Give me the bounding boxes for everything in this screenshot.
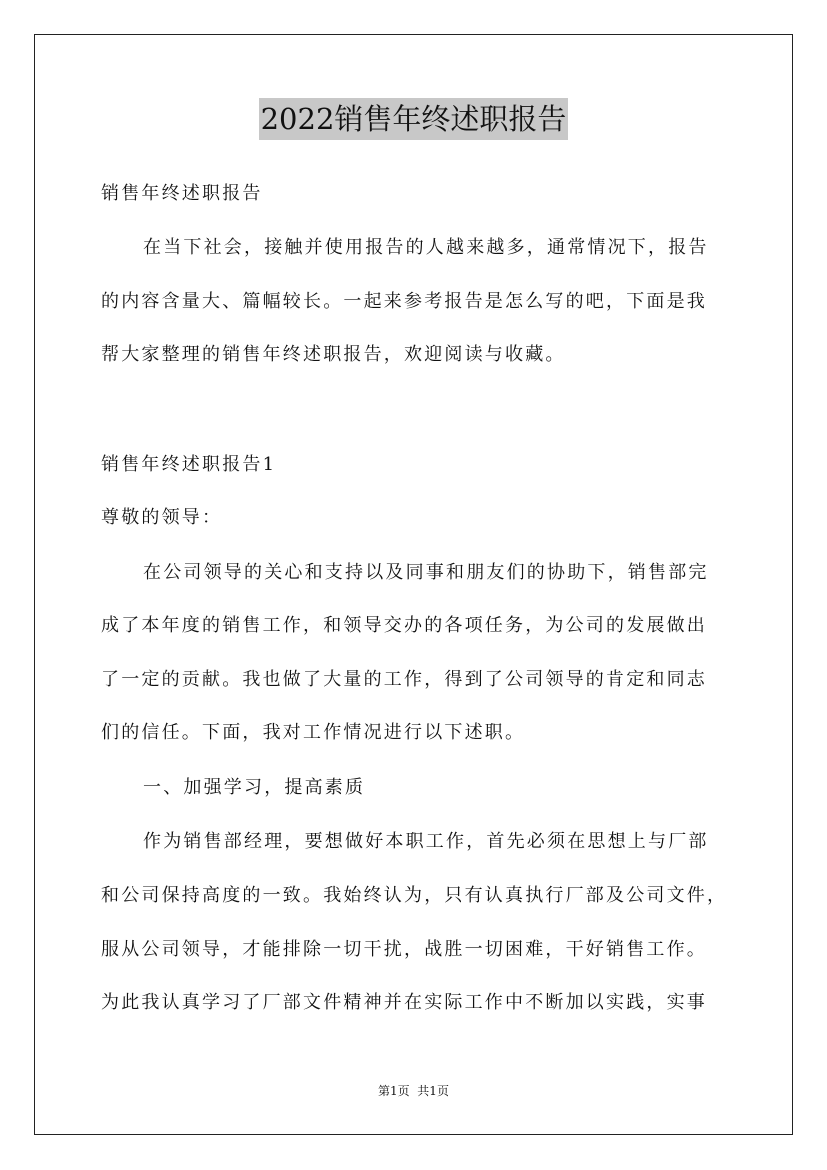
text-line: 销售年终述职报告: [101, 183, 263, 204]
text-line: 服从公司领导，才能排除一切干扰，战胜一切困难，干好销售工作。: [101, 939, 707, 960]
text-line: 了一定的贡献。我也做了大量的工作，得到了公司领导的肯定和同志: [101, 669, 707, 690]
text-line: 们的信任。下面，我对工作情况进行以下述职。: [101, 722, 526, 743]
subsection-heading: 一、加强学习，提高素质: [143, 777, 366, 798]
text-line: 和公司保持高度的一致。我始终认为，只有认真执行厂部及公司文件，: [101, 885, 728, 906]
salutation: 尊敬的领导：: [101, 507, 223, 528]
text-line: 为此我认真学习了厂部文件精神并在实际工作中不断加以实践，实事: [101, 992, 707, 1013]
text-line: 在公司领导的关心和支持以及同事和朋友们的协助下，销售部完: [143, 562, 709, 583]
title-container: [0, 98, 827, 140]
text-line: 在当下社会，接触并使用报告的人越来越多，通常情况下，报告: [143, 237, 709, 258]
page-footer: 第1页 共1页: [378, 1084, 449, 1098]
text-line: 成了本年度的销售工作，和领导交办的各项任务，为公司的发展做出: [101, 615, 707, 636]
text-line: 作为销售部经理，要想做好本职工作，首先必须在思想上与厂部: [143, 831, 709, 852]
document-title: 2022销售年终述职报告: [259, 98, 569, 140]
text-line: 的内容含量大、篇幅较长。一起来参考报告是怎么写的吧，下面是我: [101, 291, 707, 312]
section-heading: 销售年终述职报告1: [101, 454, 277, 475]
text-line: 帮大家整理的销售年终述职报告，欢迎阅读与收藏。: [101, 344, 566, 365]
